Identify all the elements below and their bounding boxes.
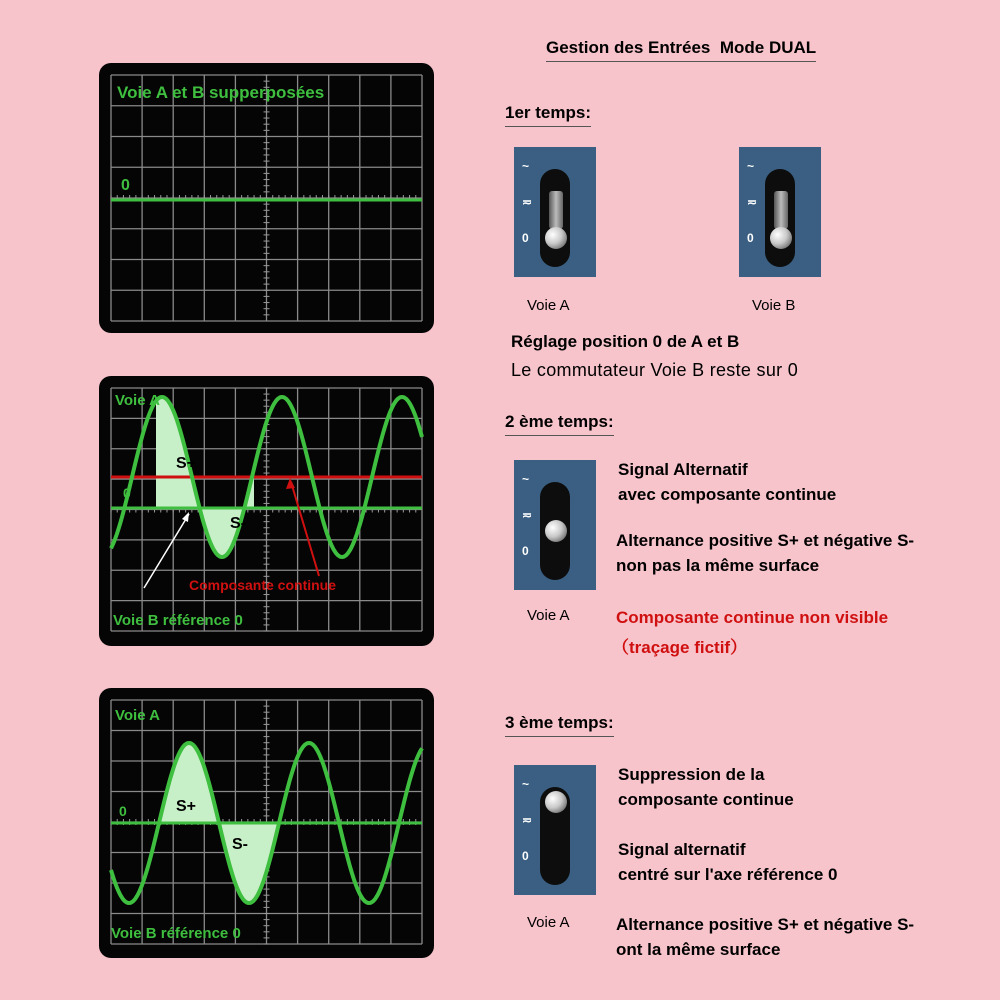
scope3-splus-label: S+ xyxy=(176,798,197,815)
dc-symbol-icon: ≂ xyxy=(522,813,533,827)
scope3-zero-label: 0 xyxy=(119,803,127,819)
step3-header: 3 ème temps: xyxy=(505,713,614,737)
ground-symbol-icon: 0 xyxy=(522,231,529,245)
scope3-top-label: Voie A xyxy=(115,707,161,724)
step2-alt-line1: Alternance positive S+ et négative S- xyxy=(616,531,915,550)
step3-alt-line1: Alternance positive S+ et négative S- xyxy=(616,915,915,934)
scope2-white-arrow-line xyxy=(144,514,189,588)
oscilloscope-screen-3 xyxy=(99,688,434,958)
scope3-display xyxy=(99,688,434,956)
switch-voie-a-label: Voie A xyxy=(527,297,570,314)
oscilloscope-screen-1 xyxy=(99,63,434,333)
step3-alt-line2: ont la même surface xyxy=(616,940,781,959)
switch-slot xyxy=(540,169,570,267)
switch-knob-gnd[interactable] xyxy=(545,227,567,249)
scope3-bottom-label: Voie B référence 0 xyxy=(111,925,241,942)
scope3-sminus-label: S- xyxy=(232,836,248,853)
step2-red-line1: Composante continue non visible xyxy=(616,608,889,627)
switch-lever xyxy=(774,191,788,229)
ac-symbol-icon: ~ xyxy=(522,777,530,791)
scope2-composante-label: Composante continue xyxy=(189,577,337,593)
step1-line1: Réglage position 0 de A et B xyxy=(511,332,740,351)
switch-knob-gnd[interactable] xyxy=(770,227,792,249)
switch-knob-dc[interactable] xyxy=(545,520,567,542)
scope2-top-label: Voie A xyxy=(115,392,161,409)
scope1-zero-label: 0 xyxy=(121,177,130,194)
switch-voie-b-label: Voie B xyxy=(752,297,796,314)
title-main: Gestion des Entrées xyxy=(546,38,711,57)
scope2-bottom-label: Voie B référence 0 xyxy=(113,612,243,629)
switch-voie-a-step3[interactable] xyxy=(514,765,596,895)
switch-knob-ac[interactable] xyxy=(545,791,567,813)
scope1-label: Voie A et B supperposées xyxy=(117,83,325,102)
switch-slot xyxy=(765,169,795,267)
step3-supp-line1: Suppression de la xyxy=(618,765,765,784)
step1-header: 1er temps: xyxy=(505,103,591,127)
dc-symbol-icon: ≂ xyxy=(747,195,758,209)
step2-red-line2: （traçage fictif） xyxy=(612,638,748,657)
scope2-white-arrow-head xyxy=(182,512,189,522)
oscilloscope-screen-2 xyxy=(99,376,434,646)
dc-symbol-icon: ≂ xyxy=(522,195,533,209)
ground-symbol-icon: 0 xyxy=(522,849,529,863)
step2-signal-line2: avec composante continue xyxy=(618,485,837,504)
step2-alt-line2: non pas la même surface xyxy=(616,556,820,575)
scope2-splus-label: S+ xyxy=(176,455,197,472)
switch-slot xyxy=(540,787,570,885)
page-title xyxy=(546,38,816,62)
step1-line2: Le commutateur Voie B reste sur 0 xyxy=(511,360,799,380)
step3-switch-label: Voie A xyxy=(527,914,570,931)
ac-symbol-icon: ~ xyxy=(522,472,530,486)
step2-switch-label: Voie A xyxy=(527,607,570,624)
scope1-display xyxy=(99,63,434,333)
step2-header: 2 ème temps: xyxy=(505,412,614,436)
ac-symbol-icon: ~ xyxy=(747,159,755,173)
switch-voie-a-step2[interactable] xyxy=(514,460,596,590)
ground-symbol-icon: 0 xyxy=(747,231,754,245)
scope1-grid xyxy=(111,75,422,321)
dc-symbol-icon: ≂ xyxy=(522,508,533,522)
step3-supp-line2: composante continue xyxy=(618,790,794,809)
ac-symbol-icon: ~ xyxy=(522,159,530,173)
step2-signal-line1: Signal Alternatif xyxy=(618,460,748,479)
switch-slot xyxy=(540,482,570,580)
title-mode: Mode DUAL xyxy=(719,38,817,57)
step3-sig-line2: centré sur l'axe référence 0 xyxy=(618,865,838,884)
scope2-sminus-label: S- xyxy=(230,515,246,532)
switch-voie-a-step1[interactable] xyxy=(514,147,596,277)
switch-voie-b-step1[interactable] xyxy=(739,147,821,277)
scope2-zero-label: 0 xyxy=(123,485,131,501)
step3-sig-line1: Signal alternatif xyxy=(618,840,746,859)
ground-symbol-icon: 0 xyxy=(522,544,529,558)
switch-lever xyxy=(549,191,563,229)
scope2-display xyxy=(99,376,434,643)
